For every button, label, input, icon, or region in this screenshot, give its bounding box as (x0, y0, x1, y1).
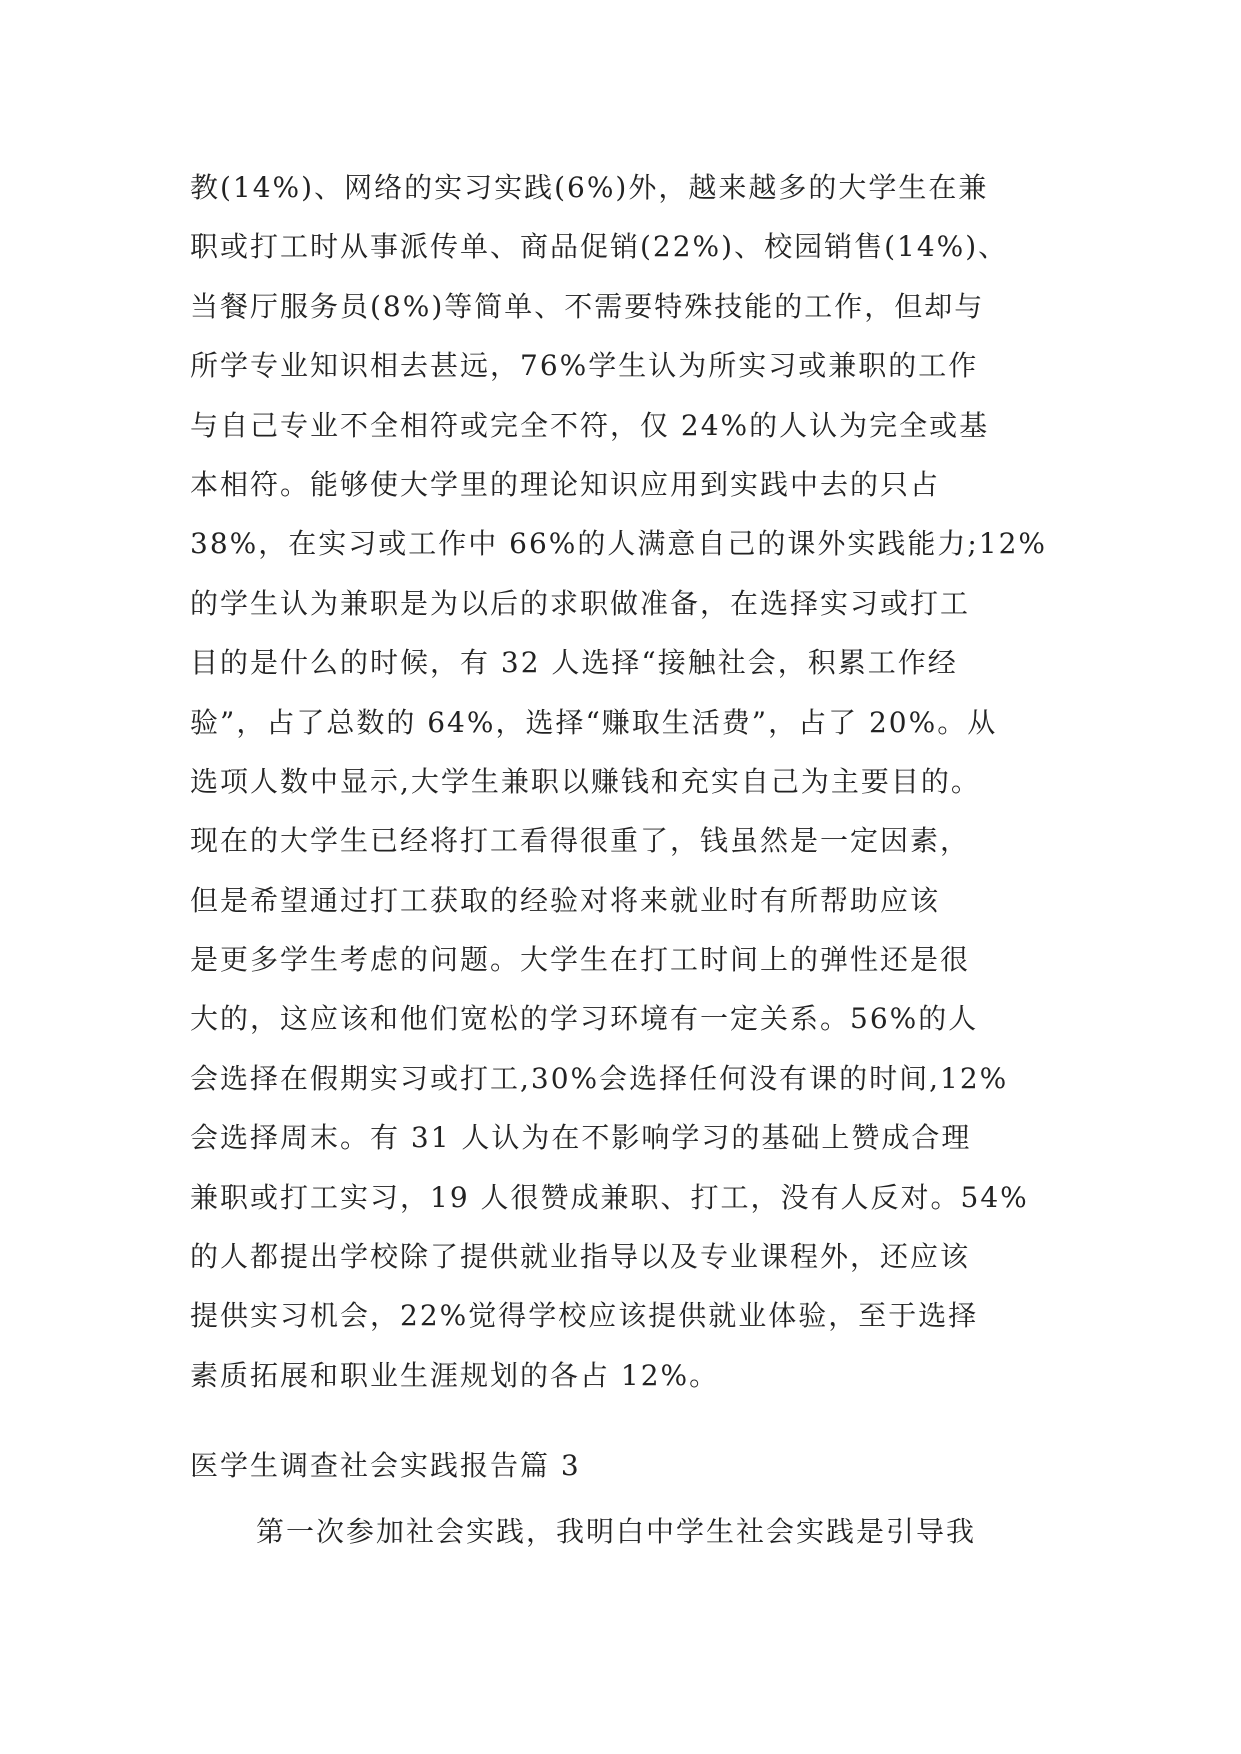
text-line: 职或打工时从事派传单、商品促销(22%)、校园销售(14%)、 (190, 230, 1009, 264)
text-line: 素质拓展和职业生涯规划的各占 12%。 (190, 1358, 720, 1392)
text-line: 当餐厅服务员(8%)等简单、不需要特殊技能的工作，但却与 (190, 289, 985, 323)
text-line: 与自己专业不全相符或完全不符，仅 24%的人认为完全或基 (190, 408, 990, 442)
text-line: 所学专业知识相去甚远，76%学生认为所实习或兼职的工作 (190, 349, 979, 383)
text-line: 目的是什么的时候，有 32 人选择“接触社会，积累工作经 (190, 646, 958, 680)
section-heading: 医学生调查社会实践报告篇 3 (190, 1449, 581, 1482)
text-line: 但是希望通过打工获取的经验对将来就业时有所帮助应该 (190, 883, 941, 917)
text-line: 提供实习机会，22%觉得学校应该提供就业体验，至于选择 (190, 1299, 979, 1333)
text-line: 是更多学生考虑的问题。大学生在打工时间上的弹性还是很 (190, 943, 971, 977)
text-line: 会选择在假期实习或打工,30%会选择任何没有课的时间,12% (190, 1061, 1009, 1095)
text-line: 本相符。能够使大学里的理论知识应用到实践中去的只占 (190, 467, 941, 501)
text-line: 验”，占了总数的 64%，选择“赚取生活费”，占了 20%。从 (190, 705, 998, 739)
text-line: 会选择周末。有 31 人认为在不影响学习的基础上赞成合理 (190, 1121, 972, 1155)
text-line: 选项人数中显示,大学生兼职以赚钱和充实自己为主要目的。 (190, 764, 981, 798)
text-line: 的学生认为兼职是为以后的求职做准备，在选择实习或打工 (190, 586, 971, 620)
paragraph-body (190, 158, 1052, 1405)
text-line: 教(14%)、网络的实习实践(6%)外，越来越多的大学生在兼 (190, 171, 989, 204)
text-line: 38%，在实习或工作中 66%的人满意自己的课外实践能力;12% (190, 527, 1048, 561)
text-line: 的人都提出学校除了提供就业指导以及专业课程外，还应该 (190, 1240, 971, 1274)
text-line: 兼职或打工实习，19 人很赞成兼职、打工，没有人反对。54% (190, 1180, 1029, 1214)
text-line: 大的，这应该和他们宽松的学习环境有一定关系。56%的人 (190, 1002, 979, 1036)
text-line: 现在的大学生已经将打工看得很重了，钱虽然是一定因素， (190, 824, 971, 858)
paragraph-first-line: 第一次参加社会实践，我明白中学生社会实践是引导我 (256, 1515, 977, 1548)
